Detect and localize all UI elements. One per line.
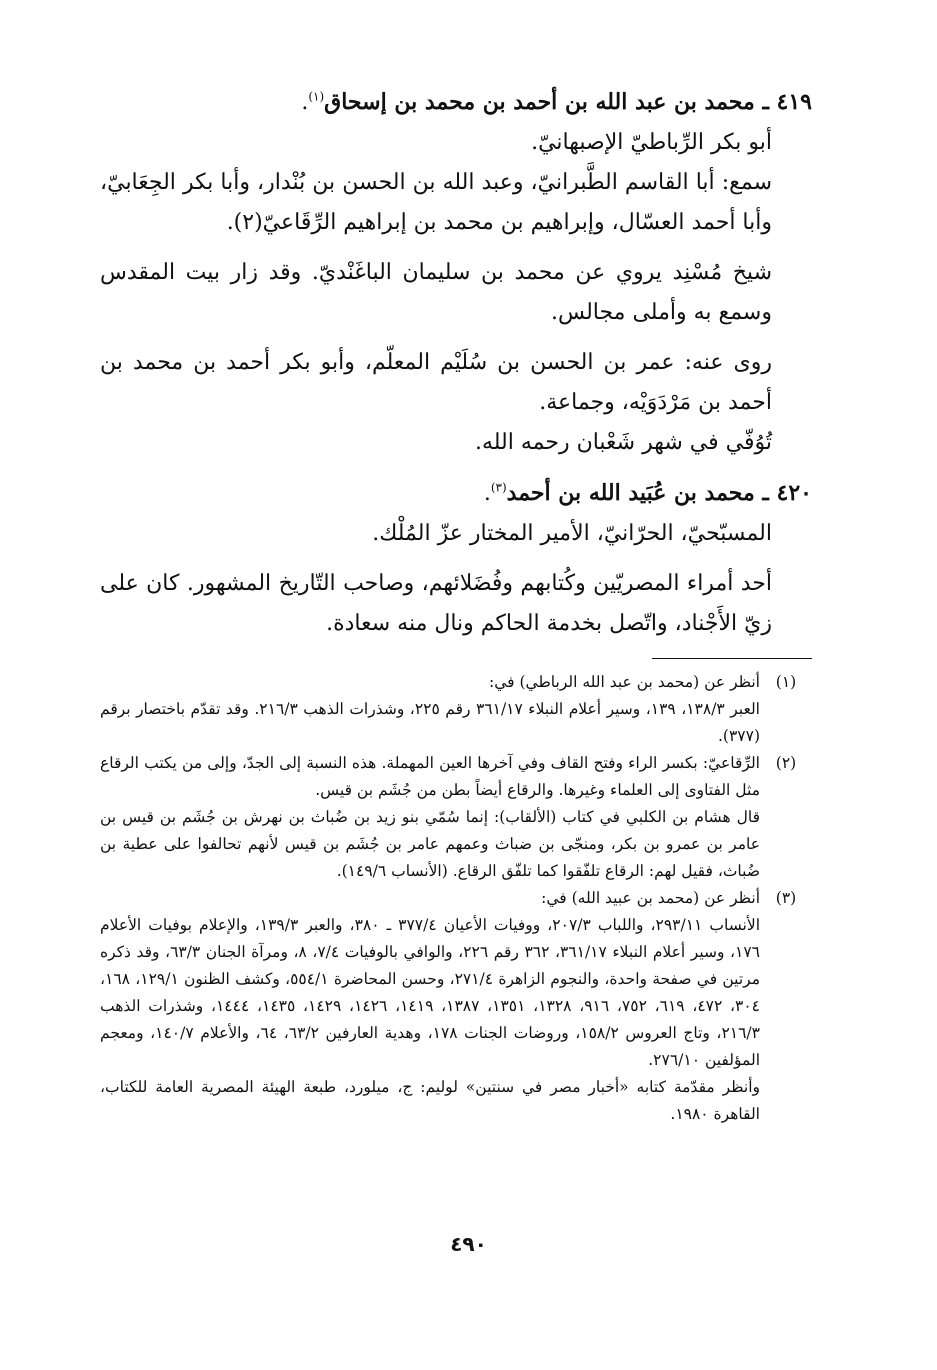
entry-419-nisba: أبو بكر الرِّباطيّ الإصبهانيّ. xyxy=(531,130,772,155)
footnote-ref-3[interactable]: (٣) xyxy=(490,480,507,495)
footnote-1 xyxy=(100,669,812,750)
footnote-line: أنظر عن (محمد بن عبد الله الرباطي) في: xyxy=(489,673,760,691)
entry-420-description: أحد أمراء المصريّين وكُتابهم وفُضَلائهم، وصاحب التّاريخ المشهور. كان على زيّ الأَجْناد، واتّصل بخدمة الحاكم ونال منه سعادة. xyxy=(100,571,772,636)
footnote-line: أنظر عن (محمد بن عبيد الله) في: xyxy=(541,889,760,907)
footnote-ref-1[interactable]: (١) xyxy=(308,89,325,104)
footnote-divider xyxy=(652,658,812,659)
page-body xyxy=(100,82,812,1128)
entry-420-nisba: المسبّحيّ، الحرّانيّ، الأمير المختار عزّ المُلْك. xyxy=(372,521,772,546)
entry-419-description: شيخ مُسْنِد يروي عن محمد بن سليمان الباغَنْديّ. وقد زار بيت المقدس وسمع به وأملى مجالس. xyxy=(100,260,772,325)
entry-420-heading: ٤٢٠ ـ محمد بن عُبَيد الله بن أحمد xyxy=(506,480,812,506)
entry-419-teachers: سمع: أبا القاسم الطَّبرانيّ، وعبد الله بن الحسن بن بُنْدار، وأبا بكر الجِعَابيّ، وأبا أحمد العسّال، وإبراهيم بن محمد بن إبراهيم الرِّقَاعيّ(٢). xyxy=(100,170,772,235)
footnote-number: (٣) xyxy=(775,889,797,907)
footnote-line: وأنظر مقدّمة كتابه «أخبار مصر في سنتين» لوليم: ج، ميلورد، طبعة الهيئة المصرية العامة للكتاب، القاهرة ١٩٨٠. xyxy=(100,1078,760,1123)
footnote-number: (١) xyxy=(775,673,797,691)
entry-419-students: روى عنه: عمر بن الحسن بن سُلَيْم المعلّم، وأبو بكر أحمد بن محمد بن أحمد بن مَرْدَوَيْه، وجماعة. xyxy=(100,350,772,415)
footnotes xyxy=(100,669,812,1128)
footnote-line: الأنساب ٢٩٣/١١، واللباب ٢٠٧/٣، ووفيات الأعيان ٣٧٧/٤ ـ ٣٨٠، والعبر ١٣٩/٣، والإعلام بوفيات الأعلام ١٧٦، وسير أعلام النبلاء ٣٦١/١٧، ٣٦٢ رقم ٢٢٦، والوافي بالوفيات ٧/٤، ٨، ومرآة الجنان ٦٣/٣، وقد ذكره مرتين في صفحة واحدة، والنجوم الزاهرة ٢٧١/٤، وحسن المحاضرة ٥٥٤/١، وكشف الظنون ١٢٩/١، ١٦٨، ٣٠٤، ٤٧٢، ٦١٩، ٧٥٢، ٩١٦، ١٣٢٨، ١٣٥١، ١٣٨٧، ١٤١٩، ١٤٢٦، ١٤٢٩، ١٤٣٥، ١٤٤٤، وشذرات الذهب ٢١٦/٣، وتاج العروس ١٥٨/٢، وروضات الجنات ١٧٨، وهدية العارفين ٦٣/٢، ٦٤، والأعلام ١٤٠/٧، ومعجم المؤلفين ٢٧٦/١٠. xyxy=(100,916,761,1069)
footnote-2 xyxy=(100,750,812,885)
footnote-line: العبر ١٣٨/٣، ١٣٩، وسير أعلام النبلاء ٣٦١/١٧ رقم ٢٢٥، وشذرات الذهب ٢١٦/٣. وقد تقدّم باختصار برقم (٣٧٧). xyxy=(100,700,760,745)
footnote-3 xyxy=(100,885,812,1128)
footnote-line: الرِّقاعيّ: بكسر الراء وفتح القاف وفي آخرها العين المهملة. هذه النسبة إلى الجدّ، وإلى من يكتب الرقاع مثل الفتاوى إلى العلماء وغيرها. والرقاع أيضاً بطن من جُشَم بن قيس. xyxy=(100,754,760,799)
entry-heading: ٤١٩ ـ محمد بن عبد الله بن أحمد بن محمد بن إسحاق$^{(١)}$. xyxy=(301,89,812,115)
entry-419-death: تُوُفّي في شهر شَعْبان رحمه الله. xyxy=(474,430,772,455)
page-number: ٤٩٠ xyxy=(450,1232,487,1256)
footnote-line: قال هشام بن الكلبي في كتاب (الألقاب): إنما سُمّي بنو زيد بن ضُباث بن نهرش بن جُشَم بن قيس بن عامر بن عمرو بن بكر، ومنجّى بن ضباث وعمهم عامر بن جُشَم بن قيس لأنهم تحالفوا على عطية بن ضُباث، فقيل لهم: الرقاع تلفّقوا كما تلفّق الرقاع. (الأنساب ١٤٩/٦). xyxy=(100,808,760,880)
main-text xyxy=(100,82,812,644)
entry-heading: ٤٢٠ ـ محمد بن عُبَيد الله بن أحمد$^{(٣)}$. xyxy=(483,480,812,506)
entry-419-heading: ٤١٩ ـ محمد بن عبد الله بن أحمد بن محمد بن إسحاق xyxy=(324,89,812,115)
footnote-number: (٢) xyxy=(775,754,797,772)
